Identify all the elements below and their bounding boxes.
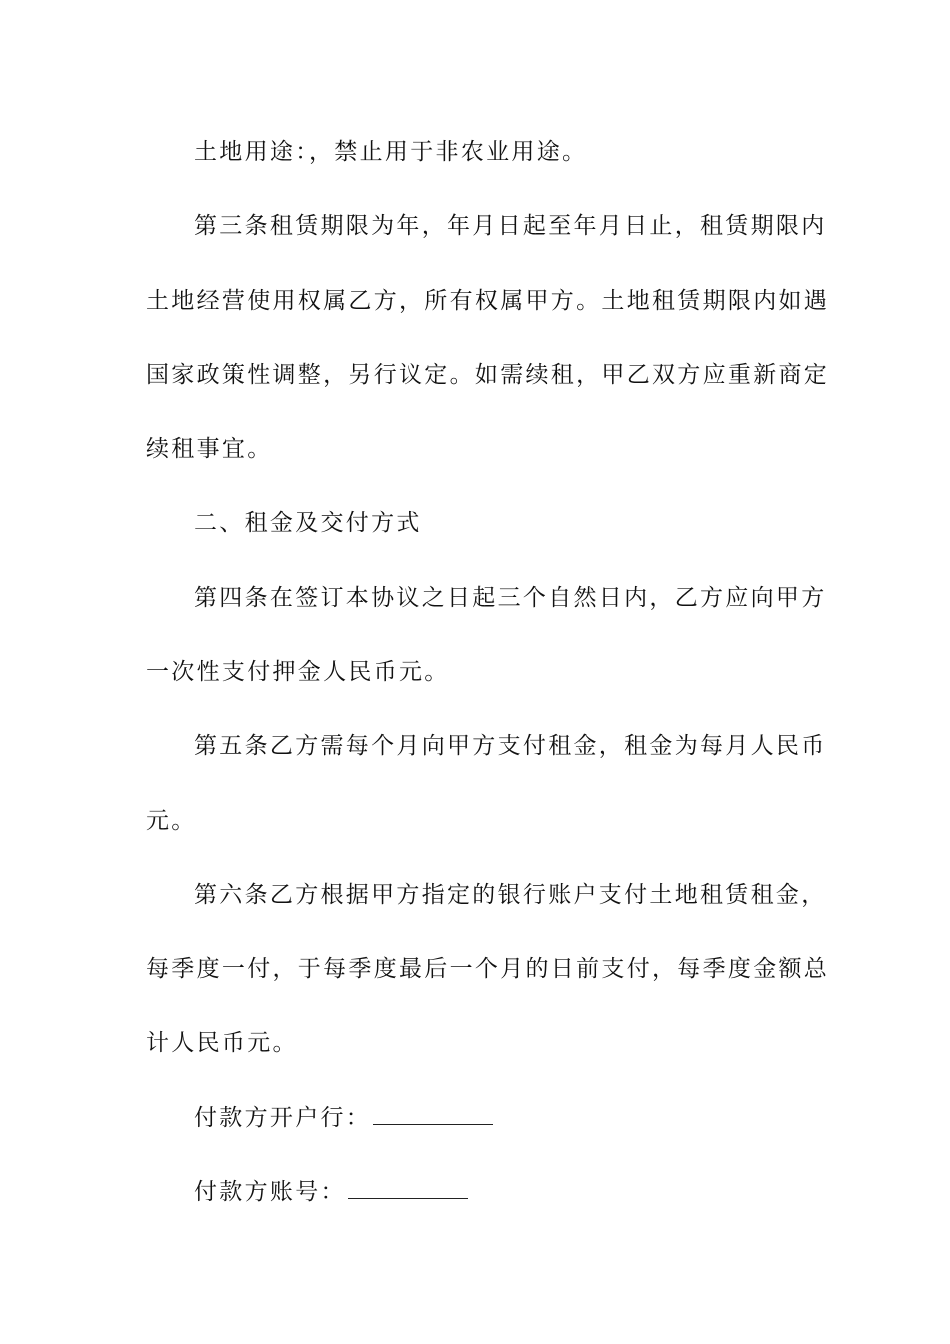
article-6-line-2: 每季度一付，于每季度最后一个月的日前支付，每季度金额总 [146, 956, 830, 982]
payer-bank-label: 付款方开户行： [194, 1105, 372, 1131]
article-3-line-1: 第三条租赁期限为年，年月日起至年月日止，租赁期限内 [194, 213, 827, 239]
payer-bank-blank[interactable] [373, 1104, 493, 1125]
article-6-line-3: 计人民币元。 [146, 1030, 298, 1056]
article-4-line-1: 第四条在签订本协议之日起三个自然日内，乙方应向甲方 [194, 585, 827, 611]
article-6-line-1: 第六条乙方根据甲方指定的银行账户支付土地租赁租金， [194, 882, 827, 908]
land-use-line: 土地用途：，禁止用于非农业用途。 [194, 139, 588, 165]
article-4-line-2: 一次性支付押金人民币元。 [146, 659, 450, 685]
payer-account-label: 付款方账号： [194, 1179, 346, 1205]
article-3-line-2: 土地经营使用权属乙方，所有权属甲方。土地租赁期限内如遇 [146, 288, 830, 314]
payer-bank-field [194, 1103, 864, 1133]
article-5-line-1: 第五条乙方需每个月向甲方支付租金，租金为每月人民币 [194, 733, 827, 759]
article-3-line-3: 国家政策性调整，另行议定。如需续租，甲乙双方应重新商定 [146, 362, 830, 388]
article-3-line-4: 续租事宜。 [146, 436, 273, 462]
section-2-heading: 二、租金及交付方式 [194, 510, 422, 536]
article-5-line-2: 元。 [146, 808, 197, 834]
payer-account-blank[interactable] [348, 1178, 468, 1199]
payer-account-field [194, 1177, 864, 1207]
